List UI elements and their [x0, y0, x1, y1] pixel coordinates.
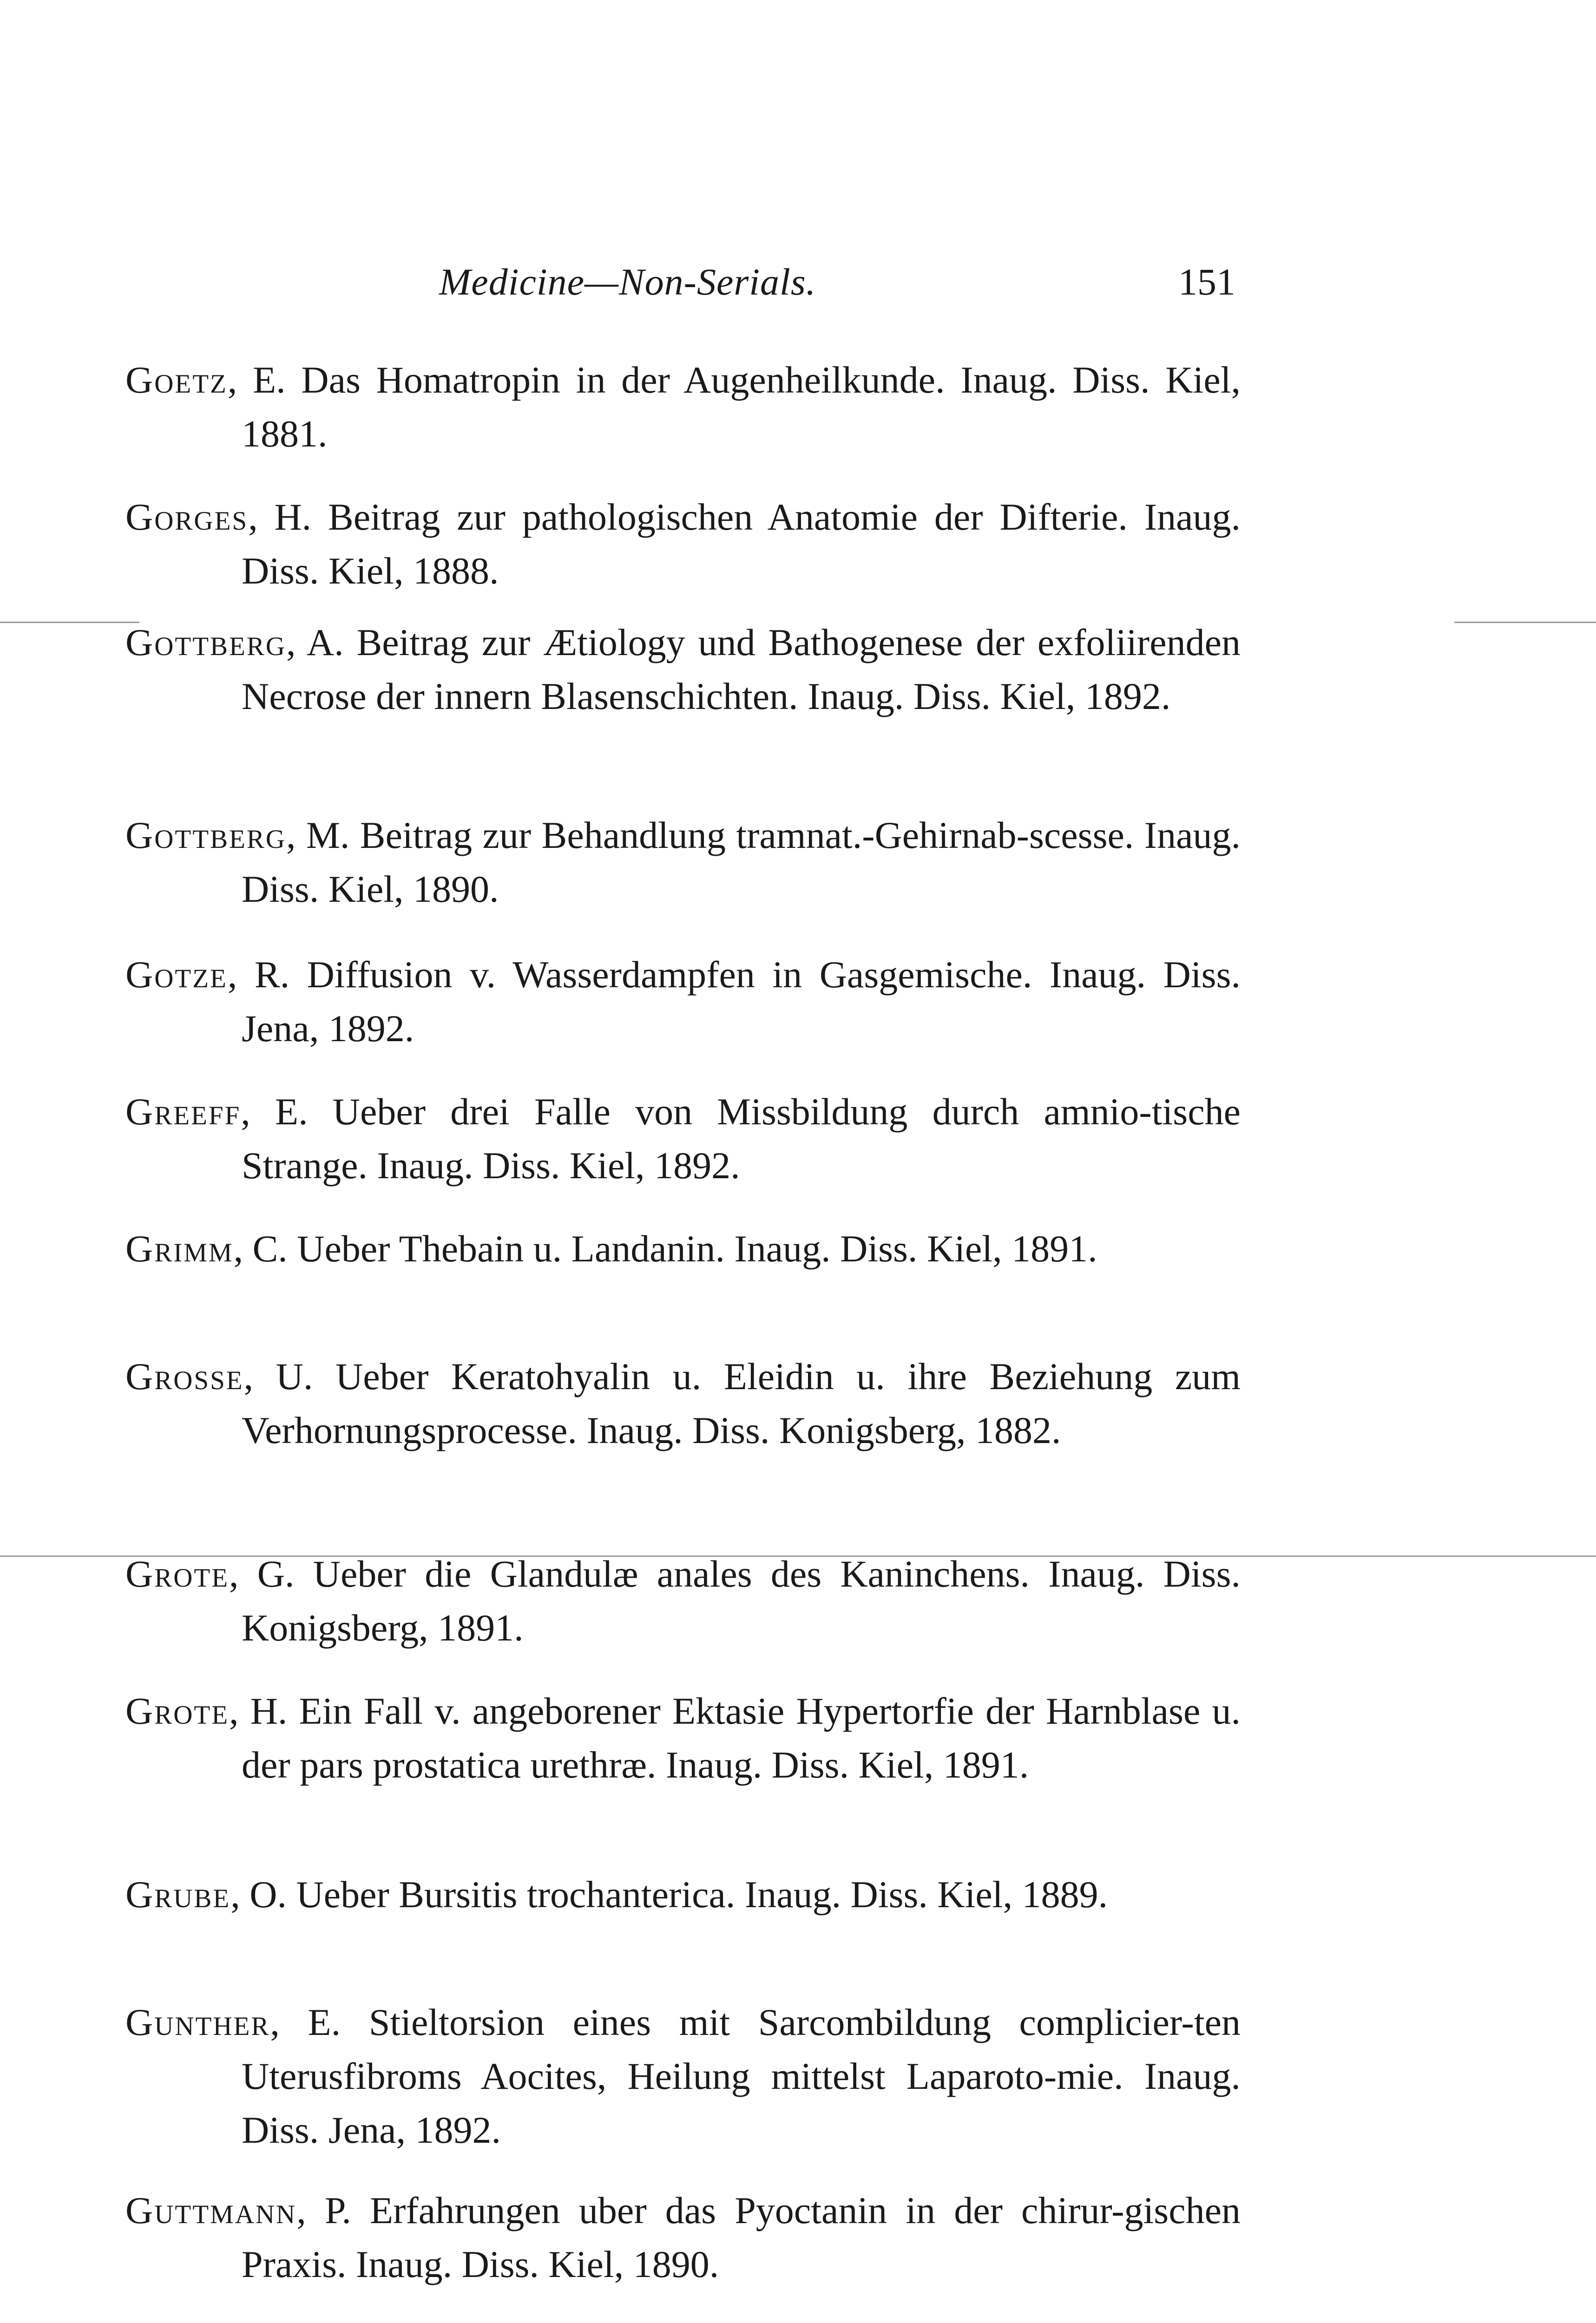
bibliography-entry [125, 1547, 1241, 1655]
entry-text: , O. Ueber Bursitis trochanterica. Inaug. Diss. Kiel, 1889. [230, 1873, 1108, 1916]
entry-author: Gotze [125, 953, 228, 996]
entry-text: , P. Erfahrungen uber das Pyoctanin in der chirur-gischen Praxis. Inaug. Diss. Kiel, 1890. [242, 2189, 1241, 2285]
entry-text: , M. Beitrag zur Behandlung tramnat.-Gehirnab-scesse. Inaug. Diss. Kiel, 1890. [242, 814, 1241, 910]
entry-text: , G. Ueber die Glandulæ anales des Kaninchens. Inaug. Diss. Konigsberg, 1891. [229, 1553, 1241, 1649]
scan-rule-top-right [1454, 622, 1596, 623]
bibliography-entry [125, 1222, 1241, 1276]
entry-author: Gunther [125, 2001, 270, 2043]
entry-author: Grosse [125, 1355, 244, 1398]
bibliography-entry [125, 808, 1241, 916]
running-header: Medicine—Non-Serials. [439, 261, 816, 303]
bibliography-entry [125, 1085, 1241, 1193]
entry-author: Gottberg [125, 814, 287, 856]
entry-author: Grimm [125, 1227, 234, 1270]
entry-author: Guttmann [125, 2189, 297, 2231]
entry-text: , R. Diffusion v. Wasserdampfen in Gasgemische. Inaug. Diss. Jena, 1892. [227, 953, 1241, 1050]
bibliography-entry [125, 948, 1241, 1056]
entry-author: Gottberg [125, 621, 287, 663]
bibliography-entry [125, 1350, 1241, 1457]
entry-author: Grube [125, 1873, 231, 1916]
entry-author: Greeff [125, 1090, 241, 1133]
entry-author: Grote [125, 1690, 230, 1732]
bibliography-entry [125, 1868, 1241, 1922]
scan-rule-top [0, 622, 139, 623]
bibliography-entry [125, 353, 1241, 461]
entry-author: Gorges [125, 496, 249, 538]
bibliography-entry [125, 490, 1241, 598]
entry-text: , C. Ueber Thebain u. Landanin. Inaug. Diss. Kiel, 1891. [233, 1227, 1097, 1270]
bibliography-entry [125, 2184, 1241, 2291]
entry-author: Grote [125, 1553, 230, 1595]
entry-text: , E. Ueber drei Falle von Missbildung durch amnio-tische Strange. Inaug. Diss. Kiel, 1892. [241, 1090, 1241, 1187]
bibliography-entry [125, 1684, 1241, 1792]
entry-text: , E. Stieltorsion eines mit Sarcombildung complicier-ten Uterusfibroms Aocites, Heilung mittelst Laparoto-mie. Inaug. Diss. Jena, 1892. [242, 2001, 1241, 2151]
bibliography-entry [125, 1995, 1241, 2157]
entry-text: , H. Beitrag zur pathologischen Anatomie der Difterie. Inaug. Diss. Kiel, 1888. [242, 496, 1241, 592]
page-number: 151 [1178, 261, 1235, 303]
entry-text: , A. Beitrag zur Ætiology und Bathogenese der exfoliirenden Necrose der innern Blasenschichten. Inaug. Diss. Kiel, 1892. [242, 621, 1241, 717]
entry-text: , E. Das Homatropin in der Augenheilkunde. Inaug. Diss. Kiel, 1881. [227, 359, 1241, 455]
entry-author: Goetz [125, 359, 228, 401]
bibliography-entry [125, 616, 1241, 723]
entry-text: , H. Ein Fall v. angeborener Ektasie Hypertorfie der Harnblase u. der pars prostatica urethræ. Inaug. Diss. Kiel, 1891. [229, 1690, 1241, 1786]
entry-text: , U. Ueber Keratohyalin u. Eleidin u. ihre Beziehung zum Verhornungsprocesse. Inaug. Diss. Konigsberg, 1882. [242, 1355, 1241, 1451]
